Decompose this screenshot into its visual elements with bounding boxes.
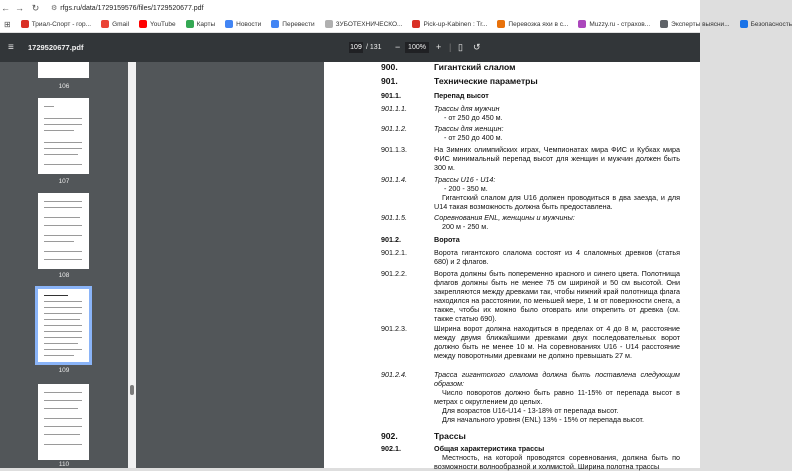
browser-omnibar <box>0 0 700 16</box>
back-icon[interactable]: ← <box>1 3 10 13</box>
fit-page-icon[interactable]: ▯ <box>458 42 463 52</box>
apps-grid-icon[interactable]: ⊞ <box>4 19 11 29</box>
gmail-icon <box>101 20 109 28</box>
bookmark-item[interactable]: Эксперты выясни... <box>660 20 729 28</box>
bookmark-item[interactable]: Pick-up-Kabinen : Tr... <box>412 20 487 28</box>
toolbar-divider: | <box>449 42 452 52</box>
bookmark-item[interactable]: Перевести <box>271 20 314 28</box>
page-number-input[interactable]: 109 <box>350 44 362 51</box>
bookmark-favicon-icon <box>412 20 420 28</box>
thumbnail-page-106[interactable] <box>38 62 89 78</box>
sidebar-scrollbar[interactable] <box>128 62 136 468</box>
rotate-icon[interactable]: ↺ <box>473 42 481 52</box>
thumbnail-label: 108 <box>58 272 70 279</box>
globe-icon <box>740 20 748 28</box>
pdf-filename: 1729520677.pdf <box>28 43 84 52</box>
scrollbar-thumb[interactable] <box>130 385 134 395</box>
bookmark-favicon-icon <box>21 20 29 28</box>
translate-icon <box>271 20 279 28</box>
thumbnail-page-108[interactable] <box>38 193 89 269</box>
bookmark-item[interactable]: Карты <box>186 20 216 28</box>
youtube-icon <box>139 20 147 28</box>
thumbnail-page-110[interactable] <box>38 384 89 460</box>
bookmark-item[interactable]: Перевозка яхи в с... <box>497 20 568 28</box>
pdf-toolbar <box>0 33 700 62</box>
hamburger-menu-icon[interactable]: ≡ <box>8 42 14 53</box>
thumbnail-label: 110 <box>58 461 70 468</box>
thumbnail-label: 107 <box>58 178 70 185</box>
pdf-page: 900. Гигантский слалом 901. Технические параметры 901.1. Перепад высот 901.1.1. Трассы для мужчин - от 250 до 450 м. 901.1.2. Трассы для женщин: - от 250 до 400 м. 901.1.3. На Зимних олимпийских играх, Чемпионатах мира ФИС и Кубках мира ФИС минимальный перепад высот для женщин и мужчин должен быть 300 м. 901.1.4. Трассы U16 - U14: - 200 - 350 м. Гигантский слалом для U16 должен проводиться в два заезда, и для U14 такая возможность должна быть предоставлена. 901.1.5. Соревнования ENL, женщины и мужчины: 200 м - 250 м. 901.2. Ворота 901.2.1. Ворота гигантского слалома состоят из 4 слаломных древков (статья 680) и 2 флагов. 901.2.2. Ворота должны быть попеременно красного и синего цвета. Полотнища флагов должны быть не менее 75 см шириной и 50 см высотой. Они закрепляются между древками так, чтобы нижний край полотнища флага находился на расстоянии, по меньшей мере, 1 м от поверхности снега, а также, чтобы их можно было отоврать или открепить от древка (см. также статью 690). 901.2.3. Ширина ворот должна находиться в пределах от 4 до 8 м, расстояние между двумя ближайшими древками двух последовательных ворот должно быть не менее 10 м. На соревнованиях U16 - U14 расстояние между поворотными древками не должно превышать 27 м. 901.2.4. Трасса гигантского слалома должна быть поставлена следующим образом: Число поворотов должно быть равно 11-15% от перепада высот в метрах с округлением до целых. Для возрастов U16-U14 - 13-18% от перепада высот. Для начального уровня (ENL) 13% - 15% от перепада высот. 902. Трассы 902.1. Общая характеристика трассы Местность, на которой проводятся соревнования, должна быть по возможности волнообразной и холмистой. Ширина полотна трассы <box>324 62 700 468</box>
zoom-level-input[interactable]: 100% <box>405 42 429 53</box>
bookmark-item[interactable]: Muzzy.ru - страхов... <box>578 20 650 28</box>
bookmark-favicon-icon <box>578 20 586 28</box>
bookmarks-bar <box>0 16 792 33</box>
thumbnail-page-107[interactable] <box>38 98 89 174</box>
reload-icon[interactable]: ↻ <box>31 2 40 13</box>
news-icon <box>225 20 233 28</box>
forward-icon[interactable]: → <box>15 3 24 13</box>
zoom-out-button[interactable]: − <box>395 42 401 52</box>
bookmark-item[interactable]: Безопасность <box>740 20 792 28</box>
page-total: / 131 <box>366 44 382 51</box>
thumbnail-sidebar <box>0 62 128 468</box>
url-text: rfgs.ru/data/1729159576/files/1729520677.pdf <box>60 4 204 12</box>
bookmark-favicon-icon <box>325 20 333 28</box>
zoom-in-button[interactable]: + <box>436 42 442 52</box>
bookmark-item[interactable]: Триал-Спорт - гор... <box>21 20 91 28</box>
thumbnail-label: 109 <box>58 367 70 374</box>
thumbnail-label: 106 <box>58 83 70 90</box>
site-info-icon[interactable]: ⚙ <box>51 5 58 12</box>
thumbnail-page-109[interactable] <box>38 289 89 362</box>
bookmark-item[interactable]: Новости <box>225 20 261 28</box>
bookmark-item[interactable]: ЗУБОТЕХНИЧЕСКО... <box>325 20 403 28</box>
maps-icon <box>186 20 194 28</box>
bookmark-favicon-icon <box>660 20 668 28</box>
bookmark-item[interactable]: YouTube <box>139 20 176 28</box>
address-bar[interactable] <box>51 4 204 12</box>
bookmark-item[interactable]: Gmail <box>101 20 129 28</box>
bookmark-favicon-icon <box>497 20 505 28</box>
